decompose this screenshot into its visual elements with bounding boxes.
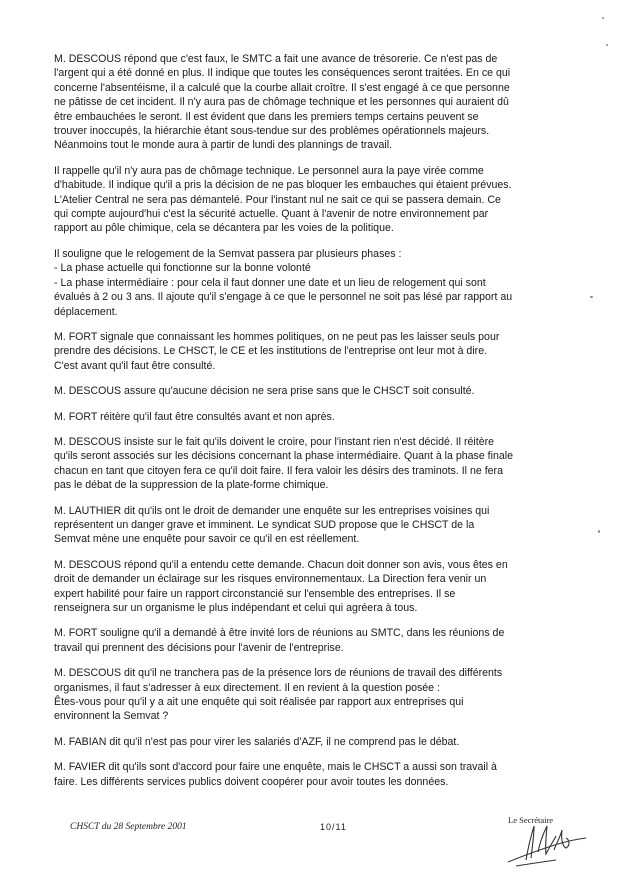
paragraph-line: déplacement. [54, 305, 118, 318]
paragraph-line: rapport au pôle chimique, cela se décantera par les voies de la politique. [54, 222, 394, 235]
paragraph-line: qu'ils seront associés sur les décisions concernant la phase intermédiaire. Quant à la phase finale [54, 450, 513, 463]
paragraph-line: Semvat mène une enquête pour savoir ce qu'il en est réellement. [54, 533, 360, 546]
paragraph-line: l'argent qui a été donné en plus. Il indique que toutes les conséquences seront traitées. En ce qui [54, 67, 511, 80]
paragraph-line: pas le débat de la suppression de la plate-forme chimique. [54, 479, 329, 492]
paragraph-line: faire. Les différents services publics doivent coopérer pour avoir toutes les données. [54, 775, 449, 788]
paragraph-line: Êtes-vous pour qu'il y a ait une enquête qui soit réalisée par rapport aux entreprises qui [54, 696, 464, 709]
paragraph-line: M. FORT réitère qu'il faut être consultés avant et non après. [54, 410, 335, 423]
paragraph-line: M. LAUTHIER dit qu'ils ont le droit de demander une enquête sur les entreprises voisines qui [54, 504, 490, 517]
secretary-signature [498, 822, 588, 868]
minutes-paragraph [54, 626, 572, 655]
paragraph-line: M. DESCOUS répond que c'est faux, le SMTC a fait une avance de trésorerie. Ce n'est pas de [54, 53, 498, 65]
minutes-paragraph [54, 435, 572, 493]
footer-meeting-date: CHSCT du 28 Septembre 2001 [70, 822, 187, 832]
minutes-paragraph [54, 247, 572, 319]
paragraph-line: C'est avant qu'il faut être consulté. [54, 359, 216, 372]
paragraph-line: représentent un danger grave et imminent. Le syndicat SUD propose que le CHSCT de la [54, 518, 475, 531]
minutes-paragraph [54, 410, 572, 424]
paragraph-line: M. FORT signale que connaissant les hommes politiques, on ne peut pas les laisser seuls pour [54, 330, 500, 343]
paragraph-line: organismes, il faut s'adresser à eux directement. Il en revient à la question posée : [54, 681, 440, 694]
paragraph-line: ne pâtisse de cet incident. Il n'y aura pas de chômage technique et les personnes qui auraient dû [54, 96, 509, 109]
minutes-paragraph [54, 558, 572, 616]
paragraph-line: M. FAVIER dit qu'ils sont d'accord pour faire une enquête, mais le CHSCT a aussi son travail à [54, 761, 497, 774]
paragraph-line: d'habitude. Il indique qu'il a pris la décision de ne pas bloquer les embauches qui étaient prévues. [54, 179, 512, 192]
paragraph-line: travail qui prennent des décisions pour l'avenir de l'entreprise. [54, 641, 344, 654]
paragraph-line: Il rappelle qu'il n'y aura pas de chômage technique. Le personnel aura la paye virée comme [54, 164, 484, 177]
secretary-label: Le Secrétaire [508, 815, 554, 825]
paragraph-line: concerne l'absentéisme, il a calculé que la courbe allait croître. Il s'est engagé à ce que personne [54, 81, 510, 94]
paragraph-line: Néanmoins tout le monde aura à partir de lundi des plannings de travail. [54, 139, 393, 152]
paragraph-line: droit de demander un éclairage sur les risques environnementaux. La Direction fera venir un [54, 573, 487, 586]
minutes-paragraph [54, 735, 572, 749]
minutes-paragraph [54, 52, 572, 153]
paragraph-line: M. FORT souligne qu'il a demandé à être invité lors de réunions au SMTC, dans les réunions de [54, 627, 505, 640]
paragraph-line: M. DESCOUS assure qu'aucune décision ne sera prise sans que le CHSCT soit consulté. [54, 385, 475, 398]
paragraph-line: évalués à 2 ou 3 ans. Il ajoute qu'il s'engage à ce que le personnel ne soit pas lésé par rapport au [54, 291, 513, 304]
paragraph-line: renseignera sur un organisme le plus indépendant et celui qui agréera à tous. [54, 602, 418, 614]
minutes-body [54, 52, 572, 800]
paragraph-line: M. DESCOUS dit qu'il ne tranchera pas de la présence lors de réunions de travail des différents [54, 667, 503, 680]
minutes-paragraph [54, 384, 572, 398]
paragraph-line: expert habilité pour faire un rapport circonstancié sur l'ensemble des entreprises. Il se [54, 587, 456, 600]
paragraph-line: chacun en tant que citoyen fera ce qu'il doit faire. Il fera valoir les désirs des traminots. Il ne fera [54, 464, 503, 477]
minutes-paragraph [54, 330, 572, 373]
paragraph-line: trouver inoccupés, la hiérarchie étant sous-tendue sur des problèmes opérationnels majeurs. [54, 125, 490, 138]
scan-speck [602, 17, 604, 19]
paragraph-line: L'Atelier Central ne sera pas démantelé. Pour l'instant nul ne sait ce qui se passera demain. Ce [54, 193, 501, 206]
minutes-paragraph [54, 504, 572, 547]
paragraph-line: environnent la Semvat ? [54, 710, 169, 723]
paragraph-line: M. DESCOUS répond qu'il a entendu cette demande. Chacun doit donner son avis, vous êtes en [54, 558, 508, 571]
paragraph-line: M. DESCOUS insiste sur le fait qu'ils doivent le croire, pour l'instant rien n'est décidé. Il réitère [54, 435, 495, 448]
paragraph-line: M. FABIAN dit qu'il n'est pas pour virer les salariés d'AZF, il ne comprend pas le débat. [54, 735, 460, 748]
scan-speck [606, 44, 608, 46]
paragraph-line: - La phase intermédiaire : pour cela il faut donner une date et un lieu de relogement qui sont [54, 276, 486, 289]
minutes-paragraph [54, 164, 572, 236]
paragraph-line: Il souligne que le relogement de la Semvat passera par plusieurs phases : [54, 247, 402, 260]
paragraph-line: être embauchées le seront. Il est évident que dans les premiers temps certains peuvent se [54, 110, 479, 123]
minutes-paragraph [54, 760, 572, 789]
paragraph-line: prendre des décisions. Le CHSCT, le CE et les institutions de l'entreprise ont leur mot à dire. [54, 345, 488, 358]
paragraph-line: - La phase actuelle qui fonctionne sur la bonne volonté [54, 262, 311, 275]
paragraph-line: qui compte aujourd'hui c'est la sécurité actuelle. Quant à l'avenir de notre environnement par [54, 208, 489, 221]
scan-speck [598, 530, 600, 533]
scan-speck [590, 296, 593, 298]
minutes-paragraph [54, 666, 572, 724]
page-number: 10/11 [320, 822, 347, 832]
